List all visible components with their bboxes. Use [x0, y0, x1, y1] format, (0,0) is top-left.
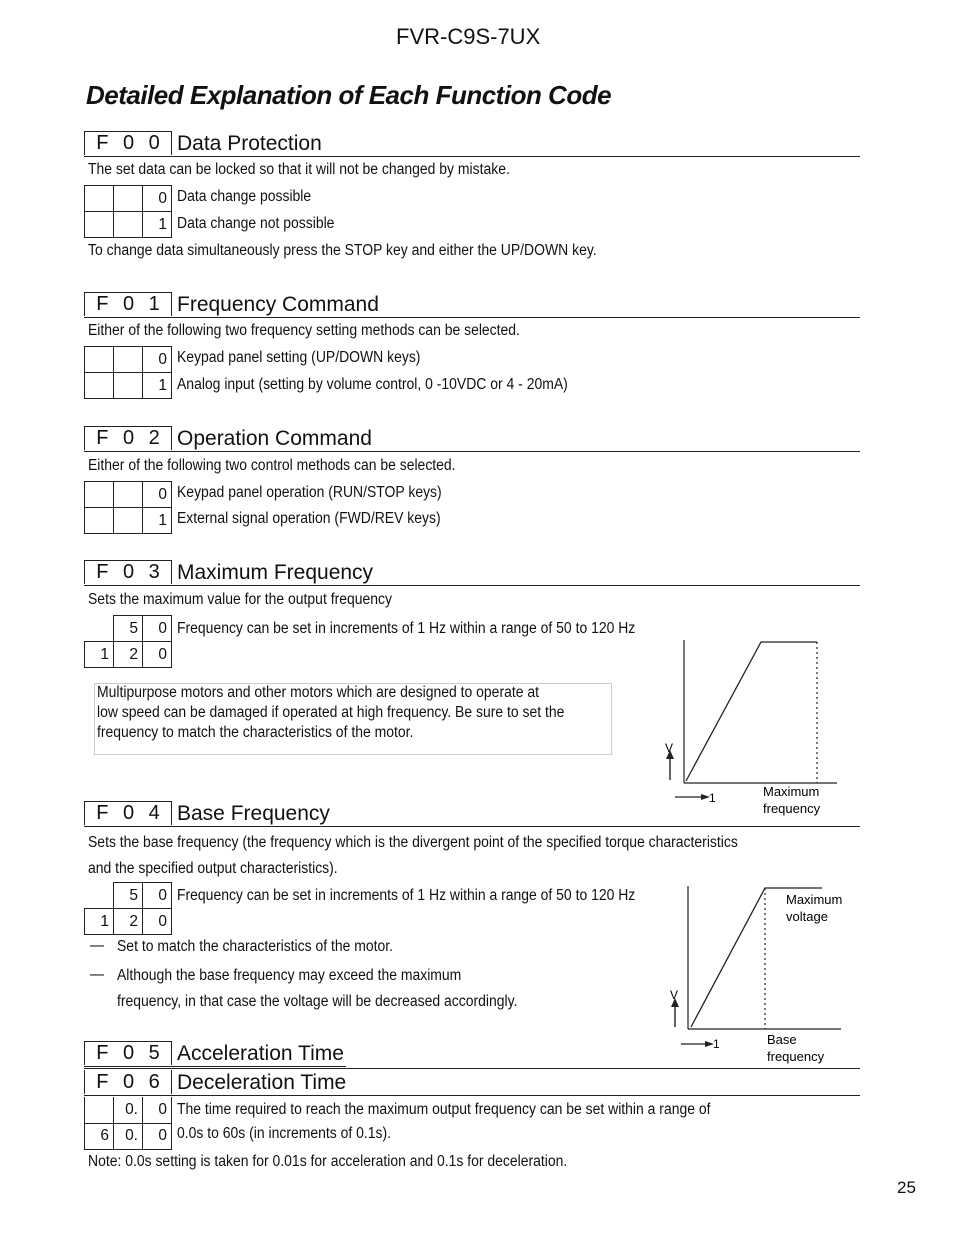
page-number: 25 [897, 1178, 916, 1197]
function-code-f01: F 0 1 [84, 292, 172, 316]
option-label: External signal operation (FWD/REV keys) [177, 510, 441, 527]
option-value: 1 [143, 212, 172, 238]
section-header-f04 [84, 801, 860, 827]
function-code-f00: F 0 0 [84, 131, 172, 155]
section-title-f06: Deceleration Time [177, 1071, 347, 1094]
base-frequency-label: frequency [767, 1049, 825, 1064]
base-frequency-label: Base [767, 1032, 797, 1047]
caution-line: frequency to match the characteristics of the motor. [97, 724, 414, 741]
dash-bullet: — [90, 966, 104, 983]
f00-note: To change data simultaneously press the STOP key and either the UP/DOWN key. [88, 242, 597, 259]
f06-note: Note: 0.0s setting is taken for 0.01s for acceleration and 0.1s for deceleration. [88, 1153, 568, 1170]
option-label: Keypad panel setting (UP/DOWN keys) [177, 349, 421, 366]
option-label: Analog input (setting by volume control, 0 -10VDC or 4 - 20mA) [177, 376, 568, 393]
section-title-f01: Frequency Command [177, 293, 379, 316]
max-frequency-label: frequency [763, 801, 821, 816]
f04-bullet: frequency, in that case the voltage will be decreased accordingly. [117, 993, 518, 1010]
f03-range-grid: 5 0 1 2 0 [84, 615, 172, 668]
f03-range-text: Frequency can be set in increments of 1 Hz within a range of 50 to 120 Hz [177, 620, 636, 637]
section-title-f00: Data Protection [177, 132, 322, 155]
option-label: Keypad panel operation (RUN/STOP keys) [177, 484, 442, 501]
f06-range-grid: 0. 0 6 0. 0 [84, 1097, 172, 1150]
f02-options-grid [84, 481, 172, 534]
section-title-f03: Maximum Frequency [177, 561, 374, 584]
option-value: 0 [143, 186, 172, 212]
option-value: 1 [143, 373, 172, 399]
max-frequency-label: Maximum [763, 784, 820, 799]
option-label: Data change not possible [177, 215, 335, 232]
vf-curve [686, 642, 817, 781]
section-header-f05 [84, 1041, 346, 1067]
x-label: 1 [713, 1037, 720, 1051]
f03-description: Sets the maximum value for the output frequency [88, 591, 392, 608]
section-header-f03 [84, 560, 860, 586]
function-code-f05: F 0 5 [84, 1041, 172, 1065]
f01-description: Either of the following two frequency setting methods can be selected. [88, 322, 520, 339]
max-voltage-label: Maximum [786, 892, 843, 907]
max-voltage-label: voltage [786, 909, 828, 924]
section-divider [84, 1068, 860, 1069]
base-frequency-graph [660, 880, 860, 1068]
section-title-f05: Acceleration Time [177, 1042, 344, 1065]
f04-description: Sets the base frequency (the frequency which is the divergent point of the specified torque characteristics [88, 834, 738, 851]
f04-range-grid: 5 0 1 2 0 [84, 882, 172, 935]
f06-text: 0.0s to 60s (in increments of 0.1s). [177, 1125, 392, 1142]
function-code-f06: F 0 6 [84, 1070, 172, 1094]
section-header-f01 [84, 292, 860, 318]
option-value: 0 [143, 482, 172, 508]
y-label: V [670, 988, 679, 1002]
section-title-f02: Operation Command [177, 427, 372, 450]
dash-bullet: — [90, 937, 104, 954]
f02-description: Either of the following two control methods can be selected. [88, 457, 456, 474]
max-frequency-graph [655, 635, 855, 820]
function-code-f02: F 0 2 [84, 426, 172, 450]
f00-options-grid [84, 185, 172, 238]
x-label: 1 [709, 791, 716, 805]
model-name: FVR-C9S-7UX [396, 24, 541, 49]
page-title: Detailed Explanation of Each Function Code [86, 80, 612, 110]
f06-text: The time required to reach the maximum output frequency can be set within a range of [177, 1101, 711, 1118]
option-label: Data change possible [177, 188, 312, 205]
section-title-f04: Base Frequency [177, 802, 330, 825]
section-header-f00 [84, 131, 860, 157]
section-header-f06 [84, 1070, 860, 1096]
caution-line: Multipurpose motors and other motors which are designed to operate at [97, 684, 539, 701]
f04-range-text: Frequency can be set in increments of 1 Hz within a range of 50 to 120 Hz [177, 887, 636, 904]
f04-description: and the specified output characteristics). [88, 860, 338, 877]
f01-options-grid [84, 346, 172, 399]
f04-bullet: Although the base frequency may exceed the maximum [117, 967, 462, 984]
f04-bullet: Set to match the characteristics of the motor. [117, 938, 394, 955]
caution-line: low speed can be damaged if operated at high frequency. Be sure to set the [97, 704, 565, 721]
y-label: V [665, 741, 674, 755]
section-header-f02 [84, 426, 860, 452]
f00-description: The set data can be locked so that it will not be changed by mistake. [88, 161, 510, 178]
function-code-f04: F 0 4 [84, 801, 172, 825]
option-value: 1 [143, 508, 172, 534]
option-value: 0 [143, 347, 172, 373]
function-code-f03: F 0 3 [84, 560, 172, 584]
